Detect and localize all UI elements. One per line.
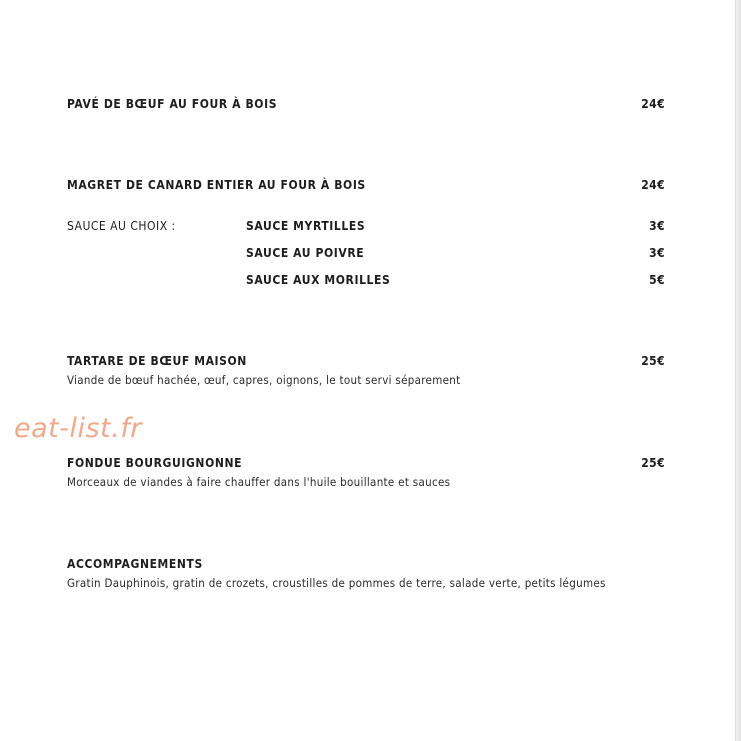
sauce-price: 5€ <box>649 273 665 287</box>
item-price: 25€ <box>641 354 665 368</box>
item-price: 25€ <box>641 456 665 470</box>
watermark: eat-list.fr <box>14 413 142 444</box>
item-title: TARTARE DE BŒUF MAISON <box>67 354 247 368</box>
item-price: 24€ <box>641 178 665 192</box>
item-title: MAGRET DE CANARD ENTIER AU FOUR À BOIS <box>67 178 366 192</box>
item-description: Morceaux de viandes à faire chauffer dans l'huile bouillante et sauces <box>67 475 451 489</box>
sauce-choice-label: SAUCE AU CHOIX : <box>67 219 176 233</box>
sauce-price: 3€ <box>649 219 665 233</box>
sauce-name: SAUCE AU POIVRE <box>246 246 365 260</box>
item-title: PAVÉ DE BŒUF AU FOUR À BOIS <box>67 97 278 111</box>
item-description: Viande de bœuf hachée, œuf, capres, oignons, le tout servi séparement <box>67 373 461 387</box>
item-title: ACCOMPAGNEMENTS <box>67 557 203 571</box>
page-edge <box>735 0 741 741</box>
item-description: Gratin Dauphinois, gratin de crozets, croustilles de pommes de terre, salade verte, petits légumes <box>67 576 606 590</box>
sauce-name: SAUCE AUX MORILLES <box>246 273 391 287</box>
sauce-price: 3€ <box>649 246 665 260</box>
item-title: FONDUE BOURGUIGNONNE <box>67 456 243 470</box>
sauce-name: SAUCE MYRTILLES <box>246 219 366 233</box>
item-price: 24€ <box>641 97 665 111</box>
